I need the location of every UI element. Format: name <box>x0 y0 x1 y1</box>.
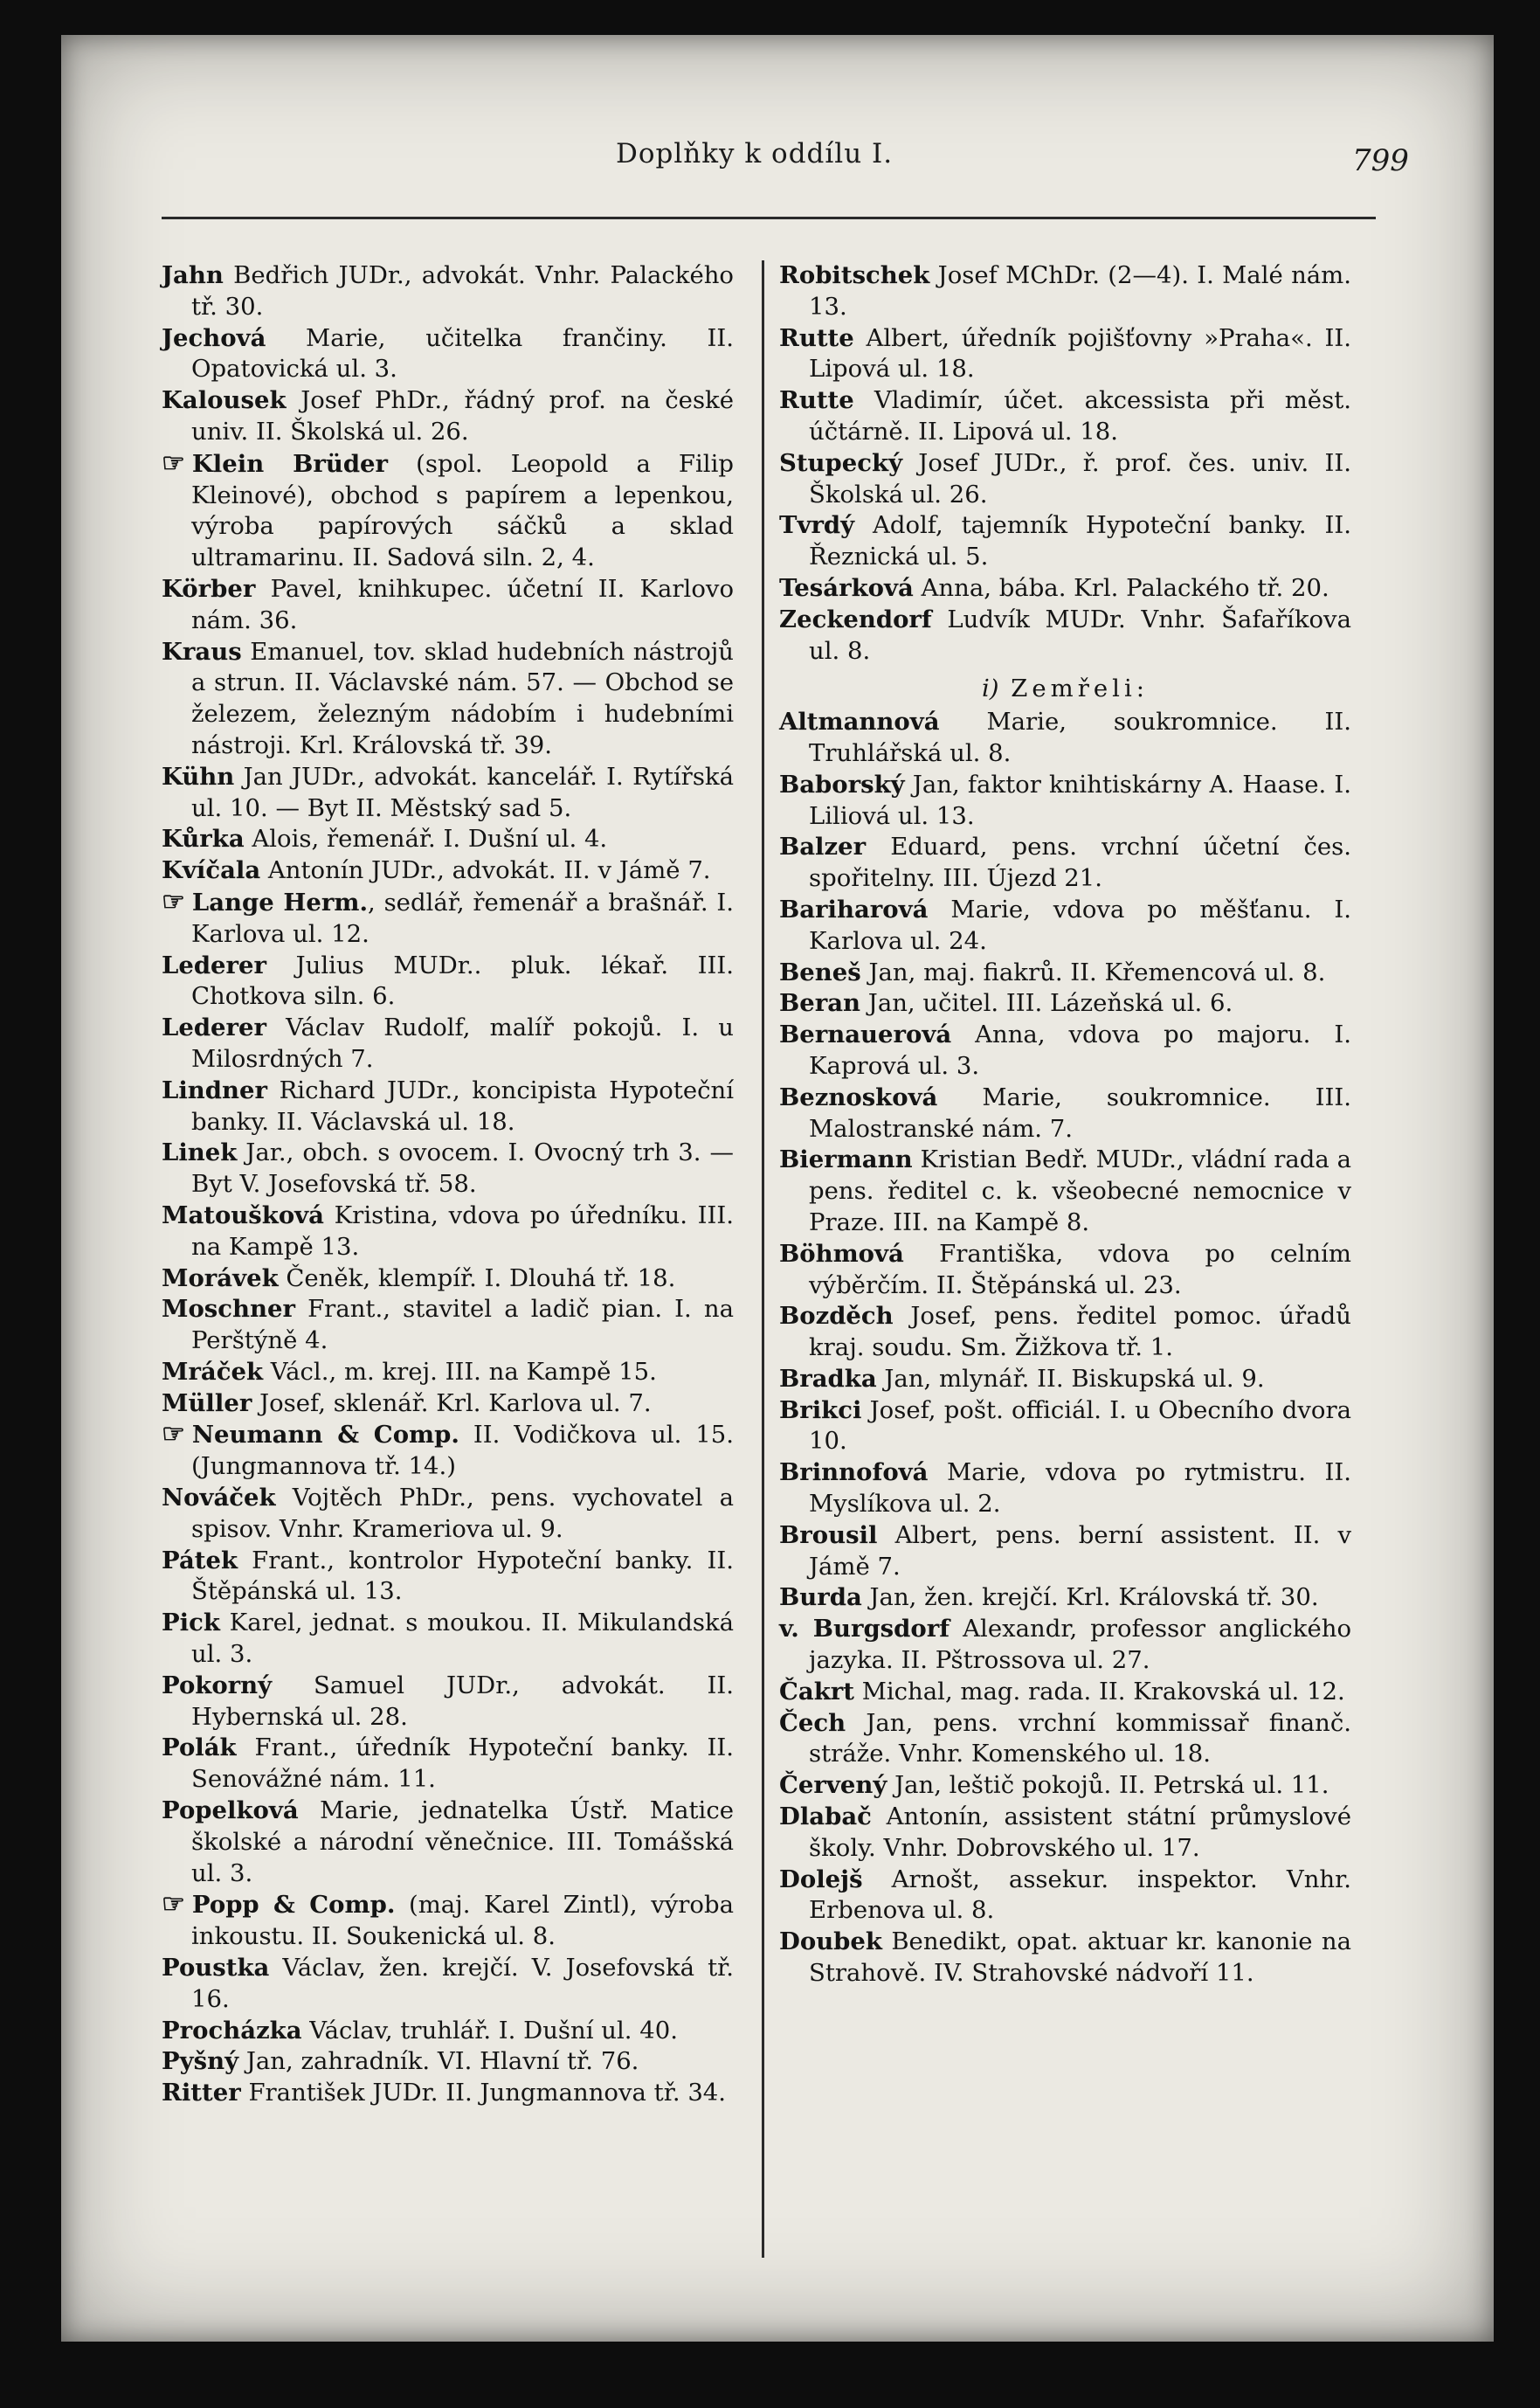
directory-entry <box>779 1395 1351 1458</box>
directory-entry <box>779 605 1351 668</box>
directory-entry <box>779 832 1351 895</box>
entry-surname: Brikci <box>779 1395 862 1424</box>
directory-entry <box>779 1145 1351 1238</box>
entry-details: Jan, pens. vrchní kommissař finanč. stráže. Vnhr. Komenského ul. 18. <box>809 1708 1351 1768</box>
directory-entry <box>779 1083 1351 1145</box>
entry-surname: Bernauerová <box>779 1021 952 1049</box>
column-divider <box>762 260 764 2258</box>
entry-details: Pavel, knihkupec. účetní II. Karlovo nám. 36. <box>191 574 734 634</box>
entry-details: Marie, jednatelka Ústř. Matice školské a národní věnečnice. III. Tomášská ul. 3. <box>191 1796 734 1887</box>
entry-details: Jan JUDr., advokát. kancelář. I. Rytířská ul. 10. — Byt II. Městský sad 5. <box>191 762 734 822</box>
directory-entry <box>779 1865 1351 1927</box>
directory-entry <box>162 1889 734 1953</box>
entry-surname: Matoušková <box>162 1201 324 1229</box>
entry-surname: Lederer <box>162 1014 267 1042</box>
entry-details: Jar., obch. s ovocem. I. Ovocný trh 3. — Byt V. Josefovská tř. 58. <box>191 1138 734 1199</box>
section-marker: i) <box>981 675 999 703</box>
pointing-hand-icon: ☞ <box>162 1889 185 1920</box>
entry-details: (maj. Karel Zintl), výroba inkoustu. II. Soukenická ul. 8. <box>191 1891 734 1951</box>
entry-surname: Linek <box>162 1138 238 1167</box>
directory-entry <box>779 1020 1351 1083</box>
entry-surname: Beran <box>779 989 861 1018</box>
entry-surname: Jechová <box>162 323 266 352</box>
entry-details: Anna, vdova po majoru. I. Kaprová ul. 3. <box>809 1021 1351 1080</box>
entry-details: Antonín, assistent státní průmyslové školy. Vnhr. Dobrovského ul. 17. <box>809 1803 1351 1862</box>
directory-entry <box>162 1546 734 1609</box>
entry-details: Antonín JUDr., advokát. II. v Jámě 7. <box>260 856 711 885</box>
entry-details: Benedikt, opat. aktuar kr. kanonie na Strahově. IV. Strahovské nádvoří 11. <box>809 1927 1351 1988</box>
entry-surname: Kvíčala <box>162 856 261 885</box>
left-column <box>162 260 734 2109</box>
directory-entry <box>162 1608 734 1671</box>
directory-entry <box>162 574 734 637</box>
entry-details: (spol. Leopold a Filip Kleinové), obchod s papírem a lepenkou, výroba papírových sáčků a sklad ultramarinu. II. Sadová siln. 2, 4. <box>191 449 734 572</box>
directory-entry <box>162 1201 734 1263</box>
directory-entry <box>162 1953 734 2016</box>
entry-surname: Popelková <box>162 1796 299 1825</box>
directory-entry <box>162 1357 734 1388</box>
entry-surname: Müller <box>162 1388 252 1417</box>
entry-details: Albert, úředník pojišťovny »Praha«. II. Lipová ul. 18. <box>809 323 1351 384</box>
entry-details: Eduard, pens. vrchní účetní čes. spořitelny. III. Újezd 21. <box>809 833 1351 893</box>
entry-surname: Tvrdý <box>779 511 855 540</box>
entry-details: Václav, truhlář. I. Dušní ul. 40. <box>301 2016 678 2045</box>
entry-surname: Doubek <box>779 1927 882 1956</box>
entry-surname: Altmannová <box>779 708 940 737</box>
directory-entry <box>779 1301 1351 1364</box>
directory-entry <box>162 1013 734 1076</box>
entry-surname: Tesárková <box>779 573 914 602</box>
directory-entry <box>162 1294 734 1357</box>
entry-details: Kristian Bedř. MUDr., vládní rada a pens. ředitel c. k. všeobecné nemocnice v Praze. III. na Kampě 8. <box>809 1145 1351 1236</box>
entry-surname: Böhmová <box>779 1239 904 1268</box>
entry-surname: Stupecký <box>779 448 903 477</box>
entry-surname: Pátek <box>162 1546 238 1574</box>
directory-entry <box>162 448 734 574</box>
entry-surname: Biermann <box>779 1145 913 1174</box>
entry-surname: Kalousek <box>162 386 287 415</box>
directory-entry <box>779 1364 1351 1395</box>
entry-details: Josef, pens. ředitel pomoc. úřadů kraj. soudu. Sm. Žižkova tř. 1. <box>809 1302 1351 1362</box>
directory-entry <box>779 573 1351 605</box>
entry-surname: Morávek <box>162 1263 279 1292</box>
entry-surname: Bozděch <box>779 1302 894 1331</box>
entry-details: Julius MUDr.. pluk. lékař. III. Chotkova siln. 6. <box>191 951 734 1011</box>
entry-surname: Beneš <box>779 958 861 986</box>
entry-details: Josef, sklenář. Krl. Karlova ul. 7. <box>252 1388 652 1417</box>
entry-surname: Ritter <box>162 2079 241 2107</box>
directory-entry <box>162 887 734 951</box>
entry-surname: Pyšný <box>162 2047 239 2076</box>
entry-details: Emanuel, tov. sklad hudebních nástrojů a strun. II. Václavské nám. 57. — Obchod se železem, železným nádobím i hudebními nástroji. Krl. Královská tř. 39. <box>191 637 734 759</box>
entry-details: Marie, učitelka frančiny. II. Opatovická ul. 3. <box>191 323 734 384</box>
entry-details: Frant., stavitel a ladič pian. I. na Perštýně 4. <box>191 1295 734 1355</box>
directory-entry <box>162 1263 734 1295</box>
entry-surname: Lederer <box>162 951 267 979</box>
entry-details: II. Vodičkova ul. 15. (Jungmannova tř. 14.) <box>191 1421 735 1481</box>
entry-details: Ludvík MUDr. Vnhr. Šafaříkova ul. 8. <box>809 605 1351 665</box>
entry-surname: Baborský <box>779 770 905 799</box>
book-page <box>61 35 1494 2342</box>
directory-entry <box>162 323 734 386</box>
entry-details: Alexandr, professor anglického jazyka. II. Pštrossova ul. 27. <box>809 1615 1351 1675</box>
directory-entry <box>779 958 1351 989</box>
directory-entry <box>162 2046 734 2078</box>
entry-surname: Dolejš <box>779 1865 863 1893</box>
section-title: Zemřeli: <box>1011 675 1149 703</box>
directory-entry <box>162 1483 734 1546</box>
directory-entry <box>162 1733 734 1796</box>
entry-details: Frant., úředník Hypoteční banky. II. Senovážné nám. 11. <box>191 1733 734 1794</box>
entry-surname: Červený <box>779 1771 887 1800</box>
entry-details: Josef JUDr., ř. prof. čes. univ. II. Školská ul. 26. <box>809 448 1351 509</box>
entry-surname: Pokorný <box>162 1671 273 1699</box>
entry-surname: Rutte <box>779 386 854 415</box>
entry-surname: Polák <box>162 1733 237 1762</box>
right-column-top-entries <box>779 260 1351 667</box>
entry-details: , sedlář, řemenář a brašnář. I. Karlova ul. 12. <box>191 888 735 948</box>
entry-surname: Lange Herm. <box>191 888 369 917</box>
entry-details: Jan, zahradník. VI. Hlavní tř. 76. <box>238 2047 639 2076</box>
entry-details: Vojtěch PhDr., pens. vychovatel a spisov. Vnhr. Krameriova ul. 9. <box>191 1484 734 1543</box>
entry-details: Františka, vdova po celním výběrčím. II. Štěpánská ul. 23. <box>809 1239 1351 1299</box>
entry-surname: Mráček <box>162 1357 264 1386</box>
directory-entry <box>162 951 734 1014</box>
entry-surname: Nováček <box>162 1484 276 1512</box>
entry-details: Marie, soukromnice. III. Malostranské nám. 7. <box>809 1083 1351 1143</box>
entry-surname: Bariharová <box>779 895 929 924</box>
directory-entry <box>779 770 1351 833</box>
entry-details: Jan, faktor knihtiskárny A. Haase. I. Liliová ul. 13. <box>809 770 1351 830</box>
directory-entry <box>779 260 1351 323</box>
right-column <box>779 260 1351 1989</box>
entry-surname: Popp & Comp. <box>191 1891 396 1920</box>
entry-details: Anna, bába. Krl. Palackého tř. 20. <box>913 573 1329 602</box>
directory-entry <box>779 1802 1351 1865</box>
entry-surname: Čech <box>779 1708 846 1737</box>
entry-details: Kristina, vdova po úředníku. III. na Kampě 13. <box>191 1201 734 1261</box>
directory-entry <box>162 1388 734 1420</box>
directory-entry <box>162 1138 734 1201</box>
directory-entry <box>779 1239 1351 1302</box>
entry-surname: Moschner <box>162 1295 295 1324</box>
directory-entry <box>162 1671 734 1733</box>
entry-surname: Brinnofová <box>779 1458 929 1487</box>
entry-details: Samuel JUDr., advokát. II. Hybernská ul. 28. <box>191 1671 734 1731</box>
entry-details: Karel, jednat. s moukou. II. Mikulandská ul. 3. <box>191 1609 734 1669</box>
entry-surname: Kühn <box>162 762 235 791</box>
directory-entry <box>779 988 1351 1020</box>
entry-surname: Poustka <box>162 1954 270 1982</box>
entry-surname: Čakrt <box>779 1677 854 1706</box>
entry-surname: Klein Brüder <box>191 449 389 478</box>
entry-details: Vladimír, účet. akcessista při měst. účtárně. II. Lipová ul. 18. <box>809 386 1351 446</box>
directory-entry <box>162 260 734 323</box>
entry-details: Jan, mlynář. II. Biskupská ul. 9. <box>876 1364 1265 1393</box>
entry-surname: Zeckendorf <box>779 605 932 633</box>
entry-details: Alois, řemenář. I. Dušní ul. 4. <box>244 825 608 854</box>
entry-surname: Rutte <box>779 323 854 352</box>
entry-surname: Kraus <box>162 637 242 666</box>
entry-details: Josef PhDr., řádný prof. na české univ. II. Školská ul. 26. <box>191 386 734 446</box>
entry-details: Václav, žen. krejčí. V. Josefovská tř. 16. <box>191 1954 734 2013</box>
directory-entry <box>162 762 734 825</box>
entry-details: Václav Rudolf, malíř pokojů. I. u Milosrdných 7. <box>191 1014 734 1073</box>
pointing-hand-icon: ☞ <box>162 447 185 479</box>
entry-details: Jan, maj. fiakrů. II. Křemencová ul. 8. <box>860 958 1326 986</box>
directory-entry <box>779 1520 1351 1583</box>
right-column-bottom-entries <box>779 707 1351 1989</box>
directory-entry <box>779 1457 1351 1520</box>
directory-entry <box>162 1796 734 1889</box>
entry-surname: Robitschek <box>779 261 930 289</box>
entry-details: Marie, vdova po rytmistru. II. Myslíkova ul. 2. <box>809 1458 1351 1519</box>
entry-surname: Dlabač <box>779 1803 872 1831</box>
header-rule <box>162 217 1376 219</box>
directory-entry <box>779 510 1351 573</box>
entry-details: Michal, mag. rada. II. Krakovská ul. 12. <box>853 1677 1345 1706</box>
entry-details: František JUDr. II. Jungmannova tř. 34. <box>240 2079 727 2107</box>
entry-details: Frant., kontrolor Hypoteční banky. II. Štěpánská ul. 13. <box>191 1546 734 1606</box>
entry-details: Jan, žen. krejčí. Krl. Královská tř. 30. <box>861 1583 1319 1612</box>
section-heading <box>779 674 1351 705</box>
directory-entry <box>779 1582 1351 1614</box>
directory-entry <box>162 637 734 762</box>
directory-entry <box>779 707 1351 770</box>
pointing-hand-icon: ☞ <box>162 886 185 917</box>
entry-surname: Jahn <box>162 261 224 289</box>
directory-entry <box>162 385 734 448</box>
directory-entry <box>162 855 734 887</box>
directory-entry <box>779 895 1351 958</box>
directory-entry <box>162 2078 734 2109</box>
entry-details: Václ., m. krej. III. na Kampě 15. <box>263 1357 657 1386</box>
entry-surname: Bradka <box>779 1364 877 1393</box>
entry-details: Bedřich JUDr., advokát. Vnhr. Palackého tř. 30. <box>191 261 734 321</box>
pointing-hand-icon: ☞ <box>162 1419 185 1450</box>
directory-entry <box>162 824 734 855</box>
entry-surname: Körber <box>162 574 256 603</box>
entry-details: Arnošt, assekur. inspektor. Vnhr. Erbenova ul. 8. <box>809 1865 1351 1925</box>
directory-entry <box>162 2016 734 2047</box>
entry-details: Jan, učitel. III. Lázeňská ul. 6. <box>860 989 1233 1018</box>
entry-details: Čeněk, klempíř. I. Dlouhá tř. 18. <box>278 1263 676 1292</box>
directory-entry <box>779 323 1351 386</box>
directory-entry <box>779 385 1351 448</box>
directory-entry <box>779 1677 1351 1708</box>
directory-entry <box>779 1927 1351 1989</box>
entry-surname: Pick <box>162 1609 220 1637</box>
entry-details: Jan, leštič pokojů. II. Petrská ul. 11. <box>887 1771 1329 1800</box>
entry-details: Josef, pošt. officiál. I. u Obecního dvora 10. <box>809 1395 1351 1456</box>
entry-details: Marie, soukromnice. II. Truhlářská ul. 8. <box>809 708 1351 767</box>
page-number: 799 <box>1352 143 1409 178</box>
entry-details: Josef MChDr. (2—4). I. Malé nám. 13. <box>809 261 1351 321</box>
entry-surname: Brousil <box>779 1520 878 1549</box>
entry-surname: Neumann & Comp. <box>191 1421 459 1450</box>
directory-entry <box>779 1614 1351 1677</box>
directory-entry <box>162 1076 734 1138</box>
directory-entry <box>162 1419 734 1483</box>
entry-surname: Kůrka <box>162 825 245 854</box>
running-head: Doplňky k oddílu I. <box>616 138 894 170</box>
directory-entry <box>779 1708 1351 1771</box>
entry-surname: Procházka <box>162 2016 302 2045</box>
directory-entry <box>779 1770 1351 1802</box>
entry-surname: v. Burgsdorf <box>779 1615 950 1643</box>
entry-details: Richard JUDr., koncipista Hypoteční banky. II. Václavská ul. 18. <box>191 1076 734 1136</box>
entry-surname: Burda <box>779 1583 862 1612</box>
entry-surname: Balzer <box>779 833 867 861</box>
entry-details: Marie, vdova po měšťanu. I. Karlova ul. 24. <box>809 895 1351 955</box>
entry-details: Adolf, tajemník Hypoteční banky. II. Řeznická ul. 5. <box>809 511 1351 571</box>
entry-surname: Beznosková <box>779 1083 938 1111</box>
directory-entry <box>779 448 1351 511</box>
entry-surname: Lindner <box>162 1076 267 1104</box>
entry-details: Albert, pens. berní assistent. II. v Jámě 7. <box>809 1520 1351 1581</box>
